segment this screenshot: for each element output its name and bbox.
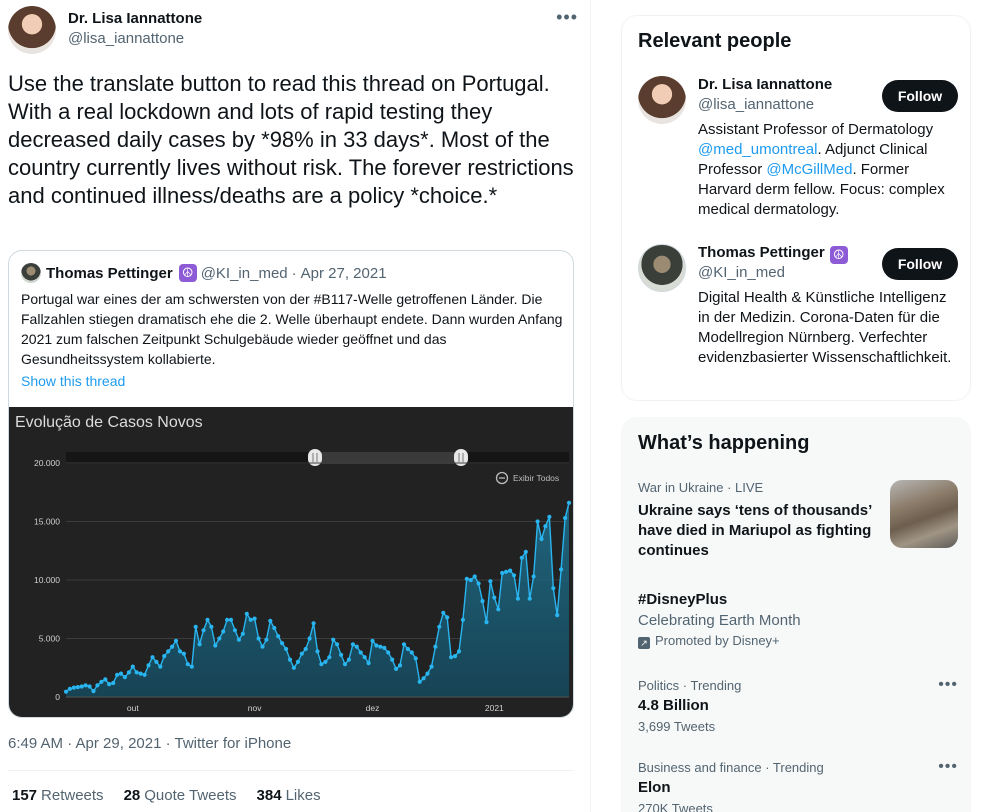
quoted-author-avatar[interactable] (21, 263, 41, 283)
data-point (410, 650, 414, 654)
promoted-line (638, 633, 958, 649)
range-selector-window (313, 452, 461, 464)
data-point (567, 501, 571, 505)
data-point (198, 642, 202, 646)
data-point (524, 550, 528, 554)
data-point (500, 571, 504, 575)
tweet-timestamp[interactable]: 6:49 AM · Apr 29, 2021 · Twitter for iPhone (8, 735, 292, 752)
data-point (300, 652, 304, 656)
data-point (422, 676, 426, 680)
data-point (150, 655, 154, 659)
data-point (182, 652, 186, 656)
data-point (441, 611, 445, 615)
data-point (217, 636, 221, 640)
tweet-text: Use the translate button to read this thread on Portugal. With a real lockdown and lots of rapid testing they decreased daily cases by *98% in 33 days*. Most of the country currently lives without risk. The forever restrictions and continued illness/deaths are a policy *choice.* (8, 71, 574, 208)
data-point (99, 680, 103, 684)
quoted-tweet[interactable] (8, 250, 574, 718)
promoted-label: Promoted by Disney+ (655, 633, 780, 648)
relevant-people-title: Relevant people (638, 30, 792, 52)
data-point (253, 617, 257, 621)
promoted-icon: ↗ (638, 637, 650, 649)
data-point (414, 656, 418, 660)
data-point (190, 665, 194, 669)
data-point (115, 673, 119, 677)
data-point (363, 655, 367, 659)
data-point (551, 586, 555, 590)
likes-label: Likes (285, 787, 321, 804)
divider (8, 770, 574, 771)
retweets-label: Retweets (41, 787, 104, 804)
data-point (347, 658, 351, 662)
data-point (543, 524, 547, 528)
data-point (528, 597, 532, 601)
whats-happening-title: What’s happening (638, 432, 810, 454)
data-point (386, 650, 390, 654)
data-point (536, 519, 540, 523)
cases-chart (9, 407, 574, 718)
data-point (178, 649, 182, 653)
data-point (449, 655, 453, 659)
data-point (237, 638, 241, 642)
data-point (315, 649, 319, 653)
retweets-stat[interactable] (12, 787, 104, 804)
data-point (359, 650, 363, 654)
data-point (323, 660, 327, 664)
data-point (162, 654, 166, 658)
y-tick-label: 0 (55, 692, 60, 702)
data-point (378, 645, 382, 649)
trend-title: #DisneyPlus (638, 591, 728, 608)
data-point (76, 685, 80, 689)
data-point (131, 665, 135, 669)
data-point (480, 599, 484, 603)
data-point (257, 636, 261, 640)
data-point (425, 672, 429, 676)
data-point (547, 515, 551, 519)
data-point (312, 621, 316, 625)
data-point (339, 653, 343, 657)
data-point (64, 690, 68, 694)
data-point (111, 681, 115, 685)
data-point (68, 687, 72, 691)
data-point (370, 639, 374, 643)
series-area (66, 503, 569, 697)
x-tick-label: nov (247, 703, 262, 713)
data-point (72, 686, 76, 690)
data-point (520, 556, 524, 560)
whats-happening-panel (621, 417, 971, 812)
trend-item[interactable] (638, 760, 958, 812)
person-handle: @KI_in_med (698, 264, 785, 281)
data-point (201, 628, 205, 632)
data-point (80, 684, 84, 688)
data-point (429, 665, 433, 669)
trend-tweet-count: 270K Tweets (638, 801, 713, 812)
data-point (351, 642, 355, 646)
quoted-tweet-text: Portugal war eines der am schwersten von der #B117-Welle getroffenen Länder. Die Fallzahlen stiegen dramatisch ehe die 2. Welle überhaupt endete. Dann wurden Anfang 2021 zum falschen Zeitpunkt Schulgebäude wieder geöffnet und das Gesundheitssystem kollabierte. (21, 291, 563, 367)
person-card-lisa[interactable] (638, 76, 958, 226)
data-point (406, 647, 410, 651)
data-point (559, 567, 563, 571)
quotes-stat[interactable] (124, 787, 237, 804)
data-point (260, 645, 264, 649)
trend-item[interactable] (638, 678, 958, 740)
data-point (88, 684, 92, 688)
peace-icon: ☮ (830, 246, 848, 264)
data-point (225, 618, 229, 622)
x-tick-label: 2021 (484, 703, 504, 713)
data-point (304, 647, 308, 651)
more-options-icon[interactable]: ••• (938, 676, 958, 693)
trend-item[interactable] (638, 590, 958, 654)
avatar[interactable] (638, 76, 686, 124)
quoted-author-handle: @KI_in_med (200, 264, 288, 282)
tweet-header (8, 6, 578, 56)
bio-text: . Former Harvard derm fellow. Focus: complex medical dermatology. (698, 161, 945, 218)
separator-dot: · (291, 264, 297, 282)
data-point (433, 645, 437, 649)
data-point (516, 597, 520, 601)
data-point (398, 663, 402, 667)
data-point (233, 628, 237, 632)
data-point (166, 649, 170, 653)
data-point (170, 645, 174, 649)
data-point (241, 632, 245, 636)
person-name-text: Thomas Pettinger (698, 244, 825, 261)
person-bio (698, 120, 960, 220)
data-point (457, 649, 461, 653)
likes-count: 384 (256, 787, 282, 804)
person-name[interactable] (698, 244, 848, 264)
trend-category: Business and finance · Trending (638, 760, 824, 775)
data-point (127, 670, 131, 674)
data-point (394, 667, 398, 671)
quoted-author-name[interactable]: Thomas Pettinger (46, 264, 173, 282)
data-point (488, 579, 492, 583)
person-handle: @lisa_iannattone (698, 96, 815, 113)
chart-image[interactable] (9, 407, 574, 718)
data-point (484, 620, 488, 624)
data-point (496, 607, 500, 611)
data-point (453, 654, 457, 658)
quotes-count: 28 (123, 787, 141, 804)
trend-title: Elon (638, 779, 671, 796)
data-point (461, 618, 465, 622)
data-point (437, 625, 441, 629)
data-point (221, 629, 225, 633)
data-point (284, 647, 288, 651)
follow-button[interactable]: Follow (882, 80, 958, 112)
y-tick-label: 5.000 (38, 633, 60, 644)
data-point (532, 574, 536, 578)
data-point (135, 670, 139, 674)
data-point (107, 682, 111, 686)
trend-tweet-count: 3,699 Tweets (638, 719, 716, 734)
show-thread-link[interactable]: Show this thread (21, 373, 126, 389)
person-bio: Digital Health & Künstliche Intelligenz in der Medizin. Corona-Daten für die Modellregion Nürnberg. Verfechter evidenzbasierter Wissenschaftlichkeit. (698, 289, 952, 366)
data-point (555, 613, 559, 617)
retweets-count: 157 (12, 787, 38, 804)
data-point (292, 666, 296, 670)
news-item[interactable] (638, 480, 958, 560)
data-point (229, 618, 233, 622)
data-point (445, 615, 449, 619)
trend-category: Politics · Trending (638, 678, 742, 693)
author-avatar[interactable] (8, 6, 56, 54)
author-name[interactable]: Dr. Lisa Iannattone (68, 10, 203, 27)
data-point (374, 643, 378, 647)
person-card-thomas[interactable] (638, 244, 958, 384)
data-point (390, 658, 394, 662)
bio-text: . Adjunct Clinical Professor (698, 141, 928, 178)
data-point (418, 680, 422, 684)
data-point (465, 577, 469, 581)
data-point (245, 612, 249, 616)
data-point (308, 636, 312, 640)
reset-zoom-label: Exibir Todos (513, 473, 560, 483)
tweet-stats (12, 787, 321, 804)
author-handle[interactable]: @lisa_iannattone (68, 30, 185, 47)
data-point (209, 625, 213, 629)
y-tick-label: 15.000 (34, 516, 60, 527)
data-point (264, 638, 268, 642)
relevant-people-panel (621, 15, 971, 401)
data-point (272, 626, 276, 630)
x-tick-label: out (126, 703, 139, 713)
y-tick-label: 20.000 (34, 458, 60, 468)
data-point (139, 672, 143, 676)
bio-mention-link[interactable]: @med_umontreal (698, 141, 818, 158)
peace-icon: ☮ (179, 264, 197, 282)
data-point (123, 675, 127, 679)
data-point (335, 642, 339, 646)
data-point (477, 581, 481, 585)
data-point (158, 665, 162, 669)
bio-mention-link[interactable]: @McGillMed (766, 161, 853, 178)
quotes-label: Quote Tweets (144, 787, 237, 804)
bio-text: Assistant Professor of Dermatology (698, 121, 934, 138)
news-thumbnail (890, 480, 958, 548)
data-point (343, 662, 347, 666)
data-point (469, 578, 473, 582)
data-point (95, 683, 99, 687)
person-name[interactable]: Dr. Lisa Iannattone (698, 76, 833, 93)
data-point (119, 672, 123, 676)
data-point (331, 638, 335, 642)
data-point (103, 677, 107, 681)
avatar[interactable] (638, 244, 686, 292)
data-point (402, 642, 406, 646)
data-point (473, 574, 477, 578)
likes-stat[interactable] (257, 787, 321, 804)
y-tick-label: 10.000 (34, 575, 60, 585)
data-point (205, 618, 209, 622)
data-point (84, 683, 88, 687)
data-point (213, 643, 217, 647)
trend-title: 4.8 Billion (638, 697, 709, 714)
data-point (367, 661, 371, 665)
data-point (288, 658, 292, 662)
data-point (143, 673, 147, 677)
data-point (512, 573, 516, 577)
data-point (154, 660, 158, 664)
data-point (327, 655, 331, 659)
data-point (276, 634, 280, 638)
data-point (296, 660, 300, 664)
data-point (539, 537, 543, 541)
data-point (174, 639, 178, 643)
data-point (249, 618, 253, 622)
more-options-icon[interactable]: ••• (938, 758, 958, 775)
trend-subtitle: Celebrating Earth Month (638, 612, 801, 629)
data-point (91, 689, 95, 693)
news-category: War in Ukraine · LIVE (638, 480, 764, 495)
data-point (508, 569, 512, 573)
x-tick-label: dez (365, 703, 380, 713)
chart-title: Evolução de Casos Novos (15, 414, 203, 431)
data-point (319, 662, 323, 666)
data-point (194, 625, 198, 629)
quoted-tweet-date[interactable]: Apr 27, 2021 (300, 264, 387, 282)
data-point (563, 516, 567, 520)
data-point (492, 596, 496, 600)
data-point (268, 619, 272, 623)
news-headline: Ukraine says ‘tens of thousands’ have died in Mariupol as fighting continues (638, 502, 872, 559)
follow-button[interactable]: Follow (882, 248, 958, 280)
data-point (504, 570, 508, 574)
data-point (382, 646, 386, 650)
data-point (146, 663, 150, 667)
data-point (355, 645, 359, 649)
data-point (280, 641, 284, 645)
quoted-tweet-header (21, 263, 387, 283)
more-options-icon[interactable]: ••• (556, 7, 578, 27)
data-point (186, 662, 190, 666)
